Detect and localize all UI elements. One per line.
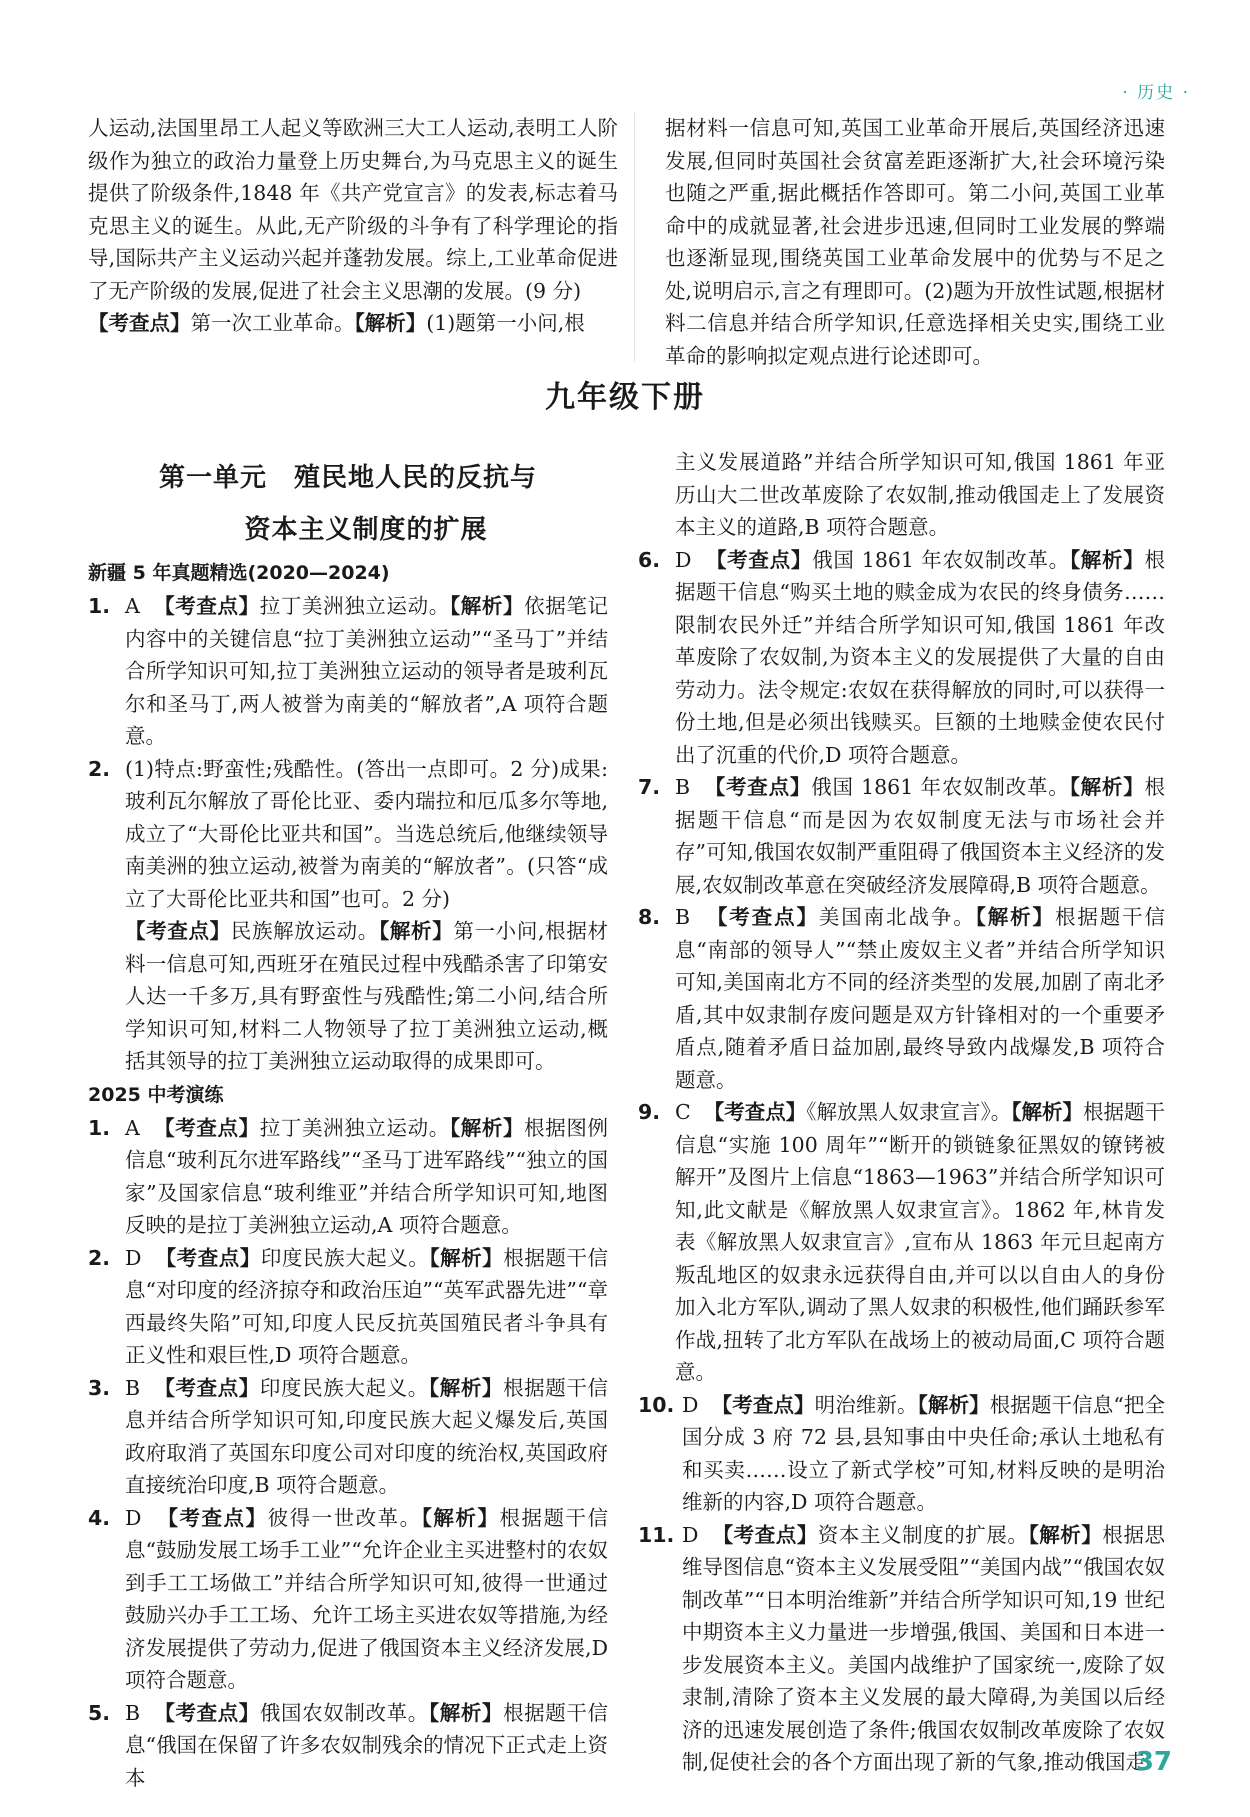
jiexi-text: 根据题干信息“实施 100 周年”“断开的锁链象征黑奴的镣铐被解开”及图片上信息“1863—1963”并结合所学知识可知,此文献是《解放黑人奴隶宣言》。1862 年,林肯发表《解放黑人奴隶宣言》,宣布从 1863 年元旦起南方叛乱地区的奴隶永远获得自由,并可以以自由人的身份加入北方军队,调动了黑人奴隶的积极性,他们踊跃参军作战,扭转了北方军队在战场上的被动局面,C 项符合题意。 <box>675 1100 1166 1384</box>
answer-item <box>638 901 1165 1096</box>
column-divider <box>634 112 635 362</box>
kaochadian-tag: 【考查点】 <box>704 775 812 799</box>
jiexi-tag: 【解析】 <box>429 1245 504 1270</box>
jiexi-text: 根据思维导图信息“资本主义发展受阻”“美国内战”“俄国农奴制改革”“日本明治维新”并结合所学知识可知,19 世纪中期资本主义力量进一步增强,俄国、美国和日本进一步发展资本主义。美国内战维护了国家统一,废除了奴隶制,清除了资本主义发展的最大障碍,为美国以后经济的迅速发展创造了条件;俄国农奴制改革废除了农奴制,促使社会的各个方面出现了新的气象,推动俄国走 <box>682 1522 1166 1774</box>
item-number: 7. <box>638 775 661 799</box>
kaochadian-text: 俄国农奴制改革。 <box>259 1700 429 1725</box>
answer-item <box>88 753 608 916</box>
item-answer: B <box>675 775 691 799</box>
kaochadian-text: 美国南北战争。 <box>818 905 976 929</box>
item-number: 11. <box>638 1522 675 1547</box>
kaochadian-text: 俄国 1861 年农奴制改革。 <box>811 775 1070 799</box>
item-answer: B <box>675 905 691 929</box>
kaochadian-tag: 【考查点】 <box>88 311 191 335</box>
item-number: 5. <box>88 1700 111 1725</box>
jiexi-tag: 【解析】 <box>917 1392 990 1417</box>
subject-label: · 历史 · <box>1122 83 1190 103</box>
top-left-paragraph: 人运动,法国里昂工人起义等欧洲三大工人运动,表明工人阶级作为独立的政治力量登上历史舞台,为马克思主义的诞生提供了阶级条件,1848 年《共产党宣言》的发表,标志着马克思主义的诞生。从此,无产阶级的斗争有了科学理论的指导,国际共产主义运动兴起并蓬勃发展。综上,工业革命促进了无产阶级的发展,促进了社会主义思潮的发展。(9 分) <box>88 116 618 303</box>
item-text: (1)特点:野蛮性;残酷性。(答出一点即可。2 分)成果:玻利瓦尔解放了哥伦比亚、委内瑞拉和厄瓜多尔等地,成立了“大哥伦比亚共和国”。当选总统后,他继续领导南美洲的独立运动,被誉为南美的“解放者”。(只答“成立了大哥伦比亚共和国”也可。2 分) <box>125 756 608 911</box>
jiexi-text: 第一小问,根据材料一信息可知,西班牙在殖民过程中残酷杀害了印第安人达一千多万,具有野蛮性与残酷性;第二小问,结合所学知识可知,材料二人物领导了拉丁美洲独立运动,概括其领导的拉丁美洲独立运动取得的成果即可。 <box>125 919 609 1073</box>
jiexi-tag: 【解析】 <box>428 1700 504 1725</box>
continued-text: 主义发展道路”并结合所学知识可知,俄国 1861 年亚历山大二世改革废除了农奴制,推动俄国走上了发展资本主义的道路,B 项符合题意。 <box>675 450 1165 539</box>
item-answer: D <box>125 1505 142 1530</box>
kaochadian-tag: 【考查点】 <box>703 1100 807 1124</box>
kaochadian-text: 民族解放运动。 <box>230 919 379 943</box>
jiexi-tag: 【解析】 <box>378 919 454 943</box>
answer-item <box>88 590 608 753</box>
item-number: 1. <box>88 1115 111 1140</box>
kaochadian-text: 资本主义制度的扩展。 <box>817 1522 1029 1547</box>
jiexi-text: 根据题干信息“购买土地的赎金成为农民的终身债务……限制农民外迁”并结合所学知识可知,俄国 1861 年改革废除了农奴制,为资本主义的发展提供了大量的自由劳动力。法令规定:农奴在获得解放的同时,可以获得一份土地,但是必须出钱赎买。巨额的土地赎金使农民付出了沉重的代价,D 项符合题意。 <box>675 547 1165 767</box>
item-number: 1. <box>88 594 111 618</box>
kaochadian-text: 印度民族大起义。 <box>260 1245 430 1270</box>
jiexi-tag: 【解析】 <box>1069 775 1145 799</box>
item-number: 9. <box>638 1100 661 1124</box>
kaochadian-tag: 【考查点】 <box>154 1115 260 1140</box>
answer-item <box>638 1519 1165 1779</box>
jiexi-tag: 【解析】 <box>1028 1522 1103 1547</box>
item-answer: B <box>125 1700 141 1725</box>
jiexi-tag: 【解析】 <box>421 1505 500 1530</box>
answer-item-analysis <box>88 915 608 1078</box>
answer-item <box>638 771 1165 901</box>
jiexi-text: 依据笔记内容中的关键信息“拉丁美洲独立运动”“圣马丁”并结合所学知识可知,拉丁美洲独立运动的领导者是玻利瓦尔和圣马丁,两人被誉为南美的“解放者”,A 项符合题意。 <box>125 594 609 748</box>
page-number: 37 <box>1135 1747 1172 1777</box>
unit-title-line1: 第一单元 殖民地人民的反抗与 <box>158 463 537 493</box>
kaochadian-text: 印度民族大起义。 <box>259 1375 429 1400</box>
item-answer: D <box>682 1522 699 1547</box>
jiexi-text: 根据图例信息“玻利瓦尔进军路线”“圣马丁进军路线”“独立的国家”及国家信息“玻利维亚”并结合所学知识可知,地图反映的是拉丁美洲独立运动,A 项符合题意。 <box>125 1115 609 1237</box>
jiexi-text: 根据题干信息“俄国在保留了许多农奴制残余的情况下正式走上资本 <box>125 1700 609 1790</box>
jiexi-tag: 【解析】 <box>449 594 525 618</box>
jiexi-text: 根据题干信息“而是因为农奴制度无法与市场社会并存”可知,俄国农奴制严重阻碍了俄国资本主义经济的发展,农奴制改革意在突破经济发展障碍,B 项符合题意。 <box>675 775 1166 897</box>
section-heading-2: 2025 中考演练 <box>88 1083 224 1106</box>
grade-title: 九年级下册 <box>545 380 705 415</box>
kaochadian-tag: 【考查点】 <box>154 1700 260 1725</box>
answer-item <box>88 1242 608 1372</box>
kaochadian-tag: 【考查点】 <box>155 1245 261 1270</box>
item-answer: D <box>675 547 692 572</box>
kaochadian-text: 彼得一世改革。 <box>267 1505 422 1530</box>
item-answer: A <box>125 1115 140 1140</box>
kaochadian-tag: 【考查点】 <box>157 1505 268 1530</box>
kaochadian-text: 《解放黑人奴隶宣言》。 <box>806 1100 1012 1124</box>
answer-item <box>88 1697 608 1795</box>
jiexi-tag: 【解析】 <box>354 311 427 335</box>
jiexi-text: 根据题干信息并结合所学知识可知,印度民族大起义爆发后,英国政府取消了英国东印度公司对印度的统治权,英国政府直接统治印度,B 项符合题意。 <box>125 1375 609 1497</box>
item-number: 8. <box>638 905 661 929</box>
kaochadian-tag: 【考查点】 <box>125 919 231 943</box>
item-number: 10. <box>638 1392 675 1417</box>
item-answer: D <box>682 1392 699 1417</box>
answer-item <box>638 544 1165 772</box>
item-number: 4. <box>88 1505 111 1530</box>
top-left-column <box>88 112 618 340</box>
answer-item <box>638 1389 1165 1519</box>
jiexi-tag: 【解析】 <box>975 905 1055 929</box>
bottom-left-column <box>88 452 608 1794</box>
answer-item <box>88 1502 608 1697</box>
answer-item <box>638 1096 1165 1389</box>
top-right-paragraph: 据材料一信息可知,英国工业革命开展后,英国经济迅速发展,但同时英国社会贫富差距逐渐扩大,社会环境污染也随之严重,据此概括作答即可。第二小问,英国工业革命中的成就显著,社会进步迅速,但同时工业发展的弊端也逐渐显现,围绕英国工业革命发展中的优势与不足之处,说明启示,言之有理即可。(2)题为开放性试题,根据材料二信息并结合所学知识,任意选择相关史实,围绕工业革命的影响拟定观点进行论述即可。 <box>665 116 1165 368</box>
bottom-right-column <box>638 446 1165 1779</box>
item-number: 2. <box>88 756 111 781</box>
jiexi-tag: 【解析】 <box>1011 1100 1084 1124</box>
jiexi-text: 根据题干信息“把全国分成 3 府 72 县,县知事由中央任命;承认土地私有和买卖……设立了新式学校”可知,材料反映的是明治维新的内容,D 项符合题意。 <box>682 1392 1166 1514</box>
kaochadian-text: 俄国 1861 年农奴制改革。 <box>812 547 1070 572</box>
jiexi-text: 根据题干信息“鼓励发展工场手工业”“允许企业主买进整村的农奴到手工工场做工”并结合所学知识可知,彼得一世通过鼓励兴办手工工场、允许工场主买进农奴等措施,为经济发展提供了劳动力,促进了俄国资本主义经济发展,D 项符合题意。 <box>125 1505 609 1692</box>
jiexi-text: (1)题第一小问,根 <box>426 311 585 335</box>
jiexi-text: 根据题干信息“对印度的经济掠夺和政治压迫”“英军武器先进”“章西最终失陷”可知,印度人民反抗英国殖民者斗争具有正义性和艰巨性,D 项符合题意。 <box>125 1245 609 1367</box>
kaochadian-tag: 【考查点】 <box>706 905 819 929</box>
top-left-analysis <box>88 307 618 340</box>
answer-item <box>88 1112 608 1242</box>
unit-title-line2: 资本主义制度的扩展 <box>244 515 488 545</box>
jiexi-tag: 【解析】 <box>1069 547 1145 572</box>
answer-item <box>88 1372 608 1502</box>
kaochadian-tag: 【考查点】 <box>711 1392 815 1417</box>
section-heading-1: 新疆 5 年真题精选(2020—2024) <box>88 562 390 584</box>
kaochadian-tag: 【考查点】 <box>154 1375 260 1400</box>
item-answer: D <box>125 1245 142 1270</box>
jiexi-tag: 【解析】 <box>428 1375 504 1400</box>
kaochadian-text: 拉丁美洲独立运动。 <box>259 1115 450 1140</box>
top-right-column <box>665 112 1165 372</box>
kaochadian-tag: 【考查点】 <box>705 547 813 572</box>
kaochadian-tag: 【考查点】 <box>154 594 260 618</box>
jiexi-text: 根据题干信息“南部的领导人”“禁止废奴主义者”并结合所学知识可知,美国南北方不同的经济类型的发展,加剧了南北矛盾,其中奴隶制存废问题是双方针锋相对的一个重要矛盾点,随着矛盾日益加剧,最终导致内战爆发,B 项符合题意。 <box>675 905 1166 1092</box>
item-number: 6. <box>638 547 661 572</box>
item-answer: B <box>125 1375 141 1400</box>
item-number: 2. <box>88 1245 111 1270</box>
item-answer: C <box>675 1100 691 1124</box>
jiexi-tag: 【解析】 <box>449 1115 525 1140</box>
kaochadian-text: 明治维新。 <box>814 1392 918 1417</box>
item-answer: A <box>125 594 140 618</box>
kaochadian-text: 第一次工业革命。 <box>190 311 355 335</box>
kaochadian-tag: 【考查点】 <box>712 1522 818 1547</box>
item-number: 3. <box>88 1375 111 1400</box>
kaochadian-text: 拉丁美洲独立运动。 <box>259 594 450 618</box>
